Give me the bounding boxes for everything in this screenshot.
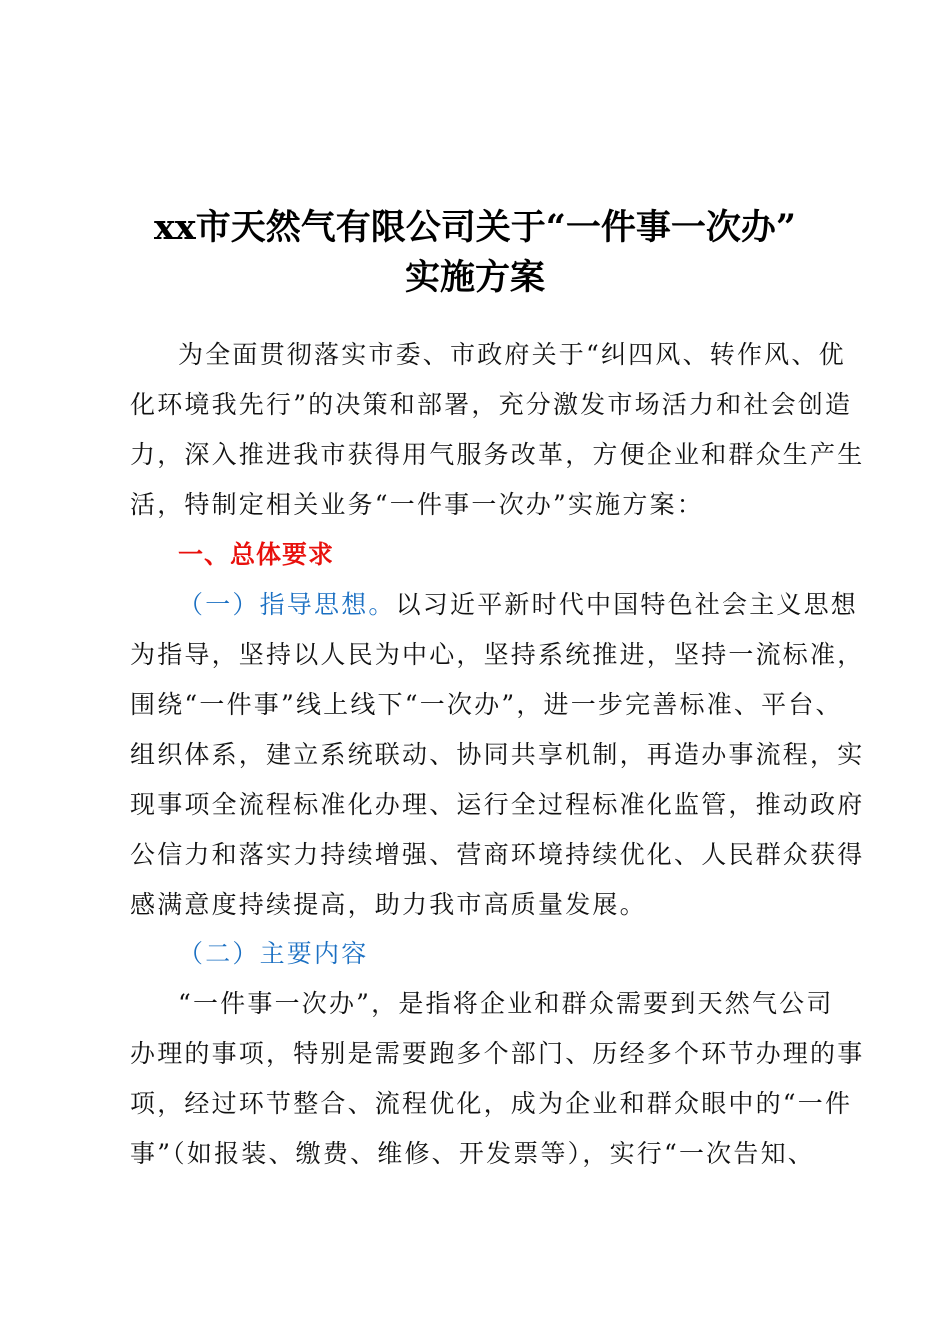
document-title-line-1: xx市天然气有限公司关于“一件事一次办” <box>154 207 796 248</box>
sub1-first-line <box>178 590 859 620</box>
sub1-line-3: 围绕“一件事”线上线下“一次办”，进一步完善标准、平台、 <box>130 690 843 719</box>
sub1-line-4: 组织体系，建立系统联动、协同共享机制，再造办事流程，实 <box>130 740 865 769</box>
sub2-line-2: 办理的事项，特别是需要跑多个部门、历经多个环节办理的事 <box>130 1039 865 1068</box>
intro-line-4: 活，特制定相关业务“一件事一次办”实施方案： <box>130 490 704 519</box>
document-title-line-2: 实施方案 <box>404 257 545 298</box>
sub2-line-1: “一件事一次办”，是指将企业和群众需要到天然气公司 <box>178 989 834 1018</box>
intro-line-1: 为全面贯彻落实市委、市政府关于“纠四风、转作风、优 <box>178 340 846 369</box>
sub2-line-4: 事”（如报装、缴费、维修、开发票等），实行“一次告知、 <box>130 1139 815 1168</box>
sub1-first-line-text: 以习近平新时代中国特色社会主义思想 <box>395 590 859 619</box>
sub1-line-2: 为指导，坚持以人民为中心，坚持系统推进，坚持一流标准， <box>130 640 865 669</box>
sub1-heading: （一）指导思想。 <box>178 590 396 619</box>
sub1-line-5: 现事项全流程标准化办理、运行全过程标准化监管，推动政府 <box>130 790 865 819</box>
sub1-line-7: 感满意度持续提高，助力我市高质量发展。 <box>130 890 647 919</box>
sub1-line-6: 公信力和落实力持续增强、营商环境持续优化、人民群众获得 <box>130 840 865 869</box>
section-heading-general-requirements: 一、总体要求 <box>178 540 335 569</box>
sub2-line-3: 项，经过环节整合、流程优化，成为企业和群众眼中的“一件 <box>130 1089 853 1118</box>
intro-line-3: 力，深入推进我市获得用气服务改革，方便企业和群众生产生 <box>130 440 865 469</box>
sub2-heading: （二）主要内容 <box>178 939 369 968</box>
intro-line-2: 化环境我先行”的决策和部署，充分激发市场活力和社会创造 <box>130 390 853 419</box>
